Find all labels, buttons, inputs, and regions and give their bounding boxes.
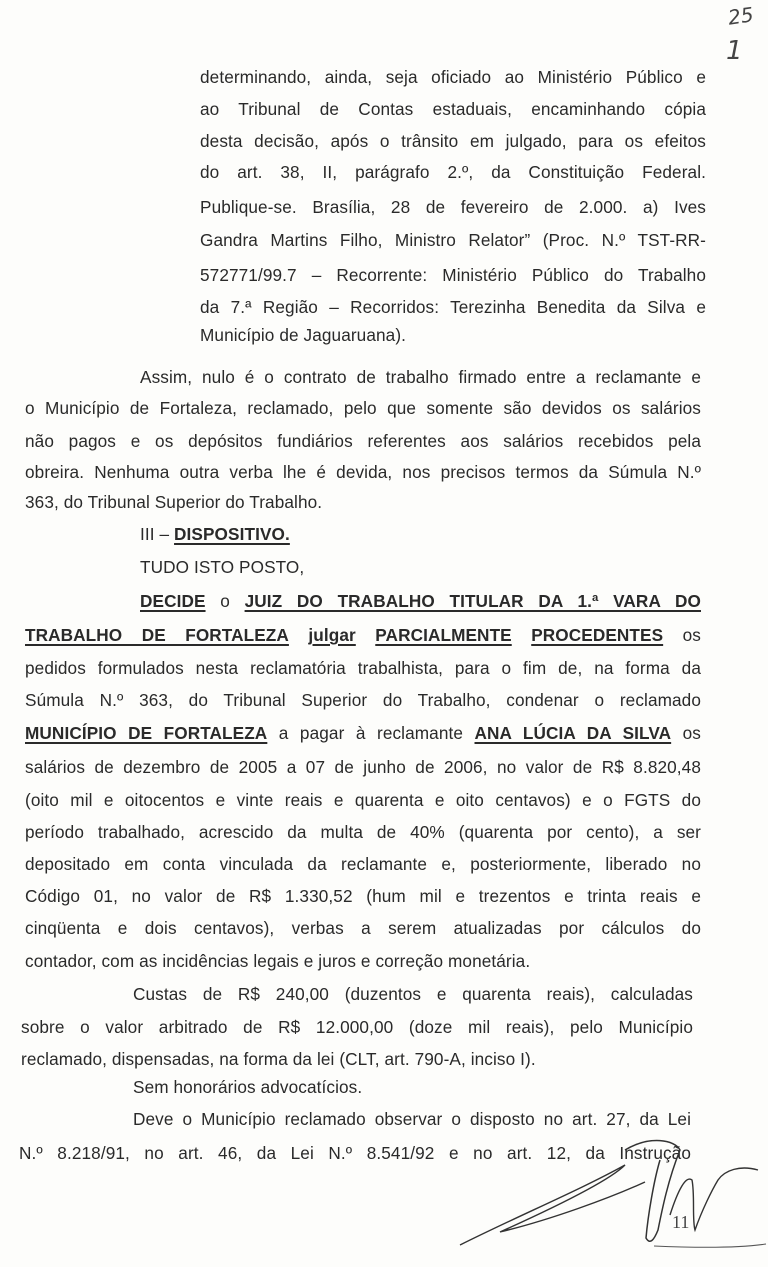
paragraph-line: não pagos e os depósitos fundiários referentes aos salários recebidos pela (25, 431, 701, 451)
paragraph-line: reclamado, dispensadas, na forma da lei (CLT, art. 790-A, inciso I). (21, 1049, 536, 1069)
decision-line: depositado em conta vinculada da reclamante e, posteriormente, liberado no (25, 854, 701, 874)
paragraph-line: Assim, nulo é o contrato de trabalho firmado entre a reclamante e (140, 367, 701, 387)
paragraph-line: o Município de Fortaleza, reclamado, pelo que somente são devidos os salários (25, 398, 701, 418)
decision-line: Código 01, no valor de R$ 1.330,52 (hum mil e trezentos e trinta reais e (25, 886, 701, 906)
section-heading: III – DISPOSITIVO. (140, 524, 290, 544)
decision-line: pedidos formulados nesta reclamatória trabalhista, para o fim de, na forma da (25, 658, 701, 678)
quote-line: ao Tribunal de Contas estaduais, encaminhando cópia (200, 99, 706, 119)
decision-line: (oito mil e oitocentos e vinte reais e quarenta e oito centavos) e o FGTS do (25, 790, 701, 810)
paragraph-line: Custas de R$ 240,00 (duzentos e quarenta reais), calculadas (133, 984, 693, 1004)
decision-line: salários de dezembro de 2005 a 07 de junho de 2006, no valor de R$ 8.820,48 (25, 757, 701, 777)
handwritten-signature (440, 1120, 768, 1267)
paragraph-line: Sem honorários advocatícios. (133, 1077, 363, 1097)
paragraph-line: obreira. Nenhuma outra verba lhe é devida, nos precisos termos da Súmula N.º (25, 462, 701, 482)
quote-line: da 7.ª Região – Recorridos: Terezinha Benedita da Silva e (200, 297, 706, 317)
decision-line: TRABALHO DE FORTALEZA julgar PARCIALMENTE PROCEDENTES os (25, 625, 701, 645)
paragraph-line: N.º 8.218/91, no art. 46, da Lei N.º 8.541/92 e no art. 12, da Instrução (19, 1143, 691, 1163)
quote-line: desta decisão, após o trânsito em julgado, para os efeitos (200, 131, 706, 151)
quote-line: 572771/99.7 – Recorrente: Ministério Público do Trabalho (200, 265, 706, 285)
section-title: DISPOSITIVO. (174, 524, 290, 544)
paragraph-line: Deve o Município reclamado observar o disposto no art. 27, da Lei (133, 1109, 691, 1129)
decision-line: período trabalhado, acrescido da multa de 40% (quarenta por cento), a ser (25, 822, 701, 842)
decision-line: Súmula N.º 363, do Tribunal Superior do Trabalho, condenar o reclamado (25, 690, 701, 710)
folio-number-mark-2: 1 (726, 36, 743, 66)
paragraph-line: 363, do Tribunal Superior do Trabalho. (25, 492, 323, 512)
section-subheading: TUDO ISTO POSTO, (140, 557, 305, 577)
paragraph-line: sobre o valor arbitrado de R$ 12.000,00 (doze mil reais), pelo Município (21, 1017, 693, 1037)
quote-line: determinando, ainda, seja oficiado ao Ministério Público e (200, 67, 706, 87)
quote-line: Publique-se. Brasília, 28 de fevereiro de 2.000. a) Ives (200, 197, 706, 217)
decision-line: MUNICÍPIO DE FORTALEZA a pagar à reclamante ANA LÚCIA DA SILVA os (25, 723, 701, 743)
decision-line: contador, com as incidências legais e juros e correção monetária. (25, 951, 531, 971)
quote-line: Município de Jaguaruana). (200, 325, 407, 345)
folio-number-mark: 25 (726, 2, 755, 30)
quote-line: Gandra Martins Filho, Ministro Relator” (Proc. N.º TST-RR- (200, 230, 706, 250)
decision-line: DECIDE o JUIZ DO TRABALHO TITULAR DA 1.ª VARA DO (140, 591, 701, 611)
decision-line: cinqüenta e dois centavos), verbas a serem atualizadas por cálculos do (25, 918, 701, 938)
page-number: 11 (672, 1212, 690, 1232)
quote-line: do art. 38, II, parágrafo 2.º, da Constituição Federal. (200, 162, 706, 182)
